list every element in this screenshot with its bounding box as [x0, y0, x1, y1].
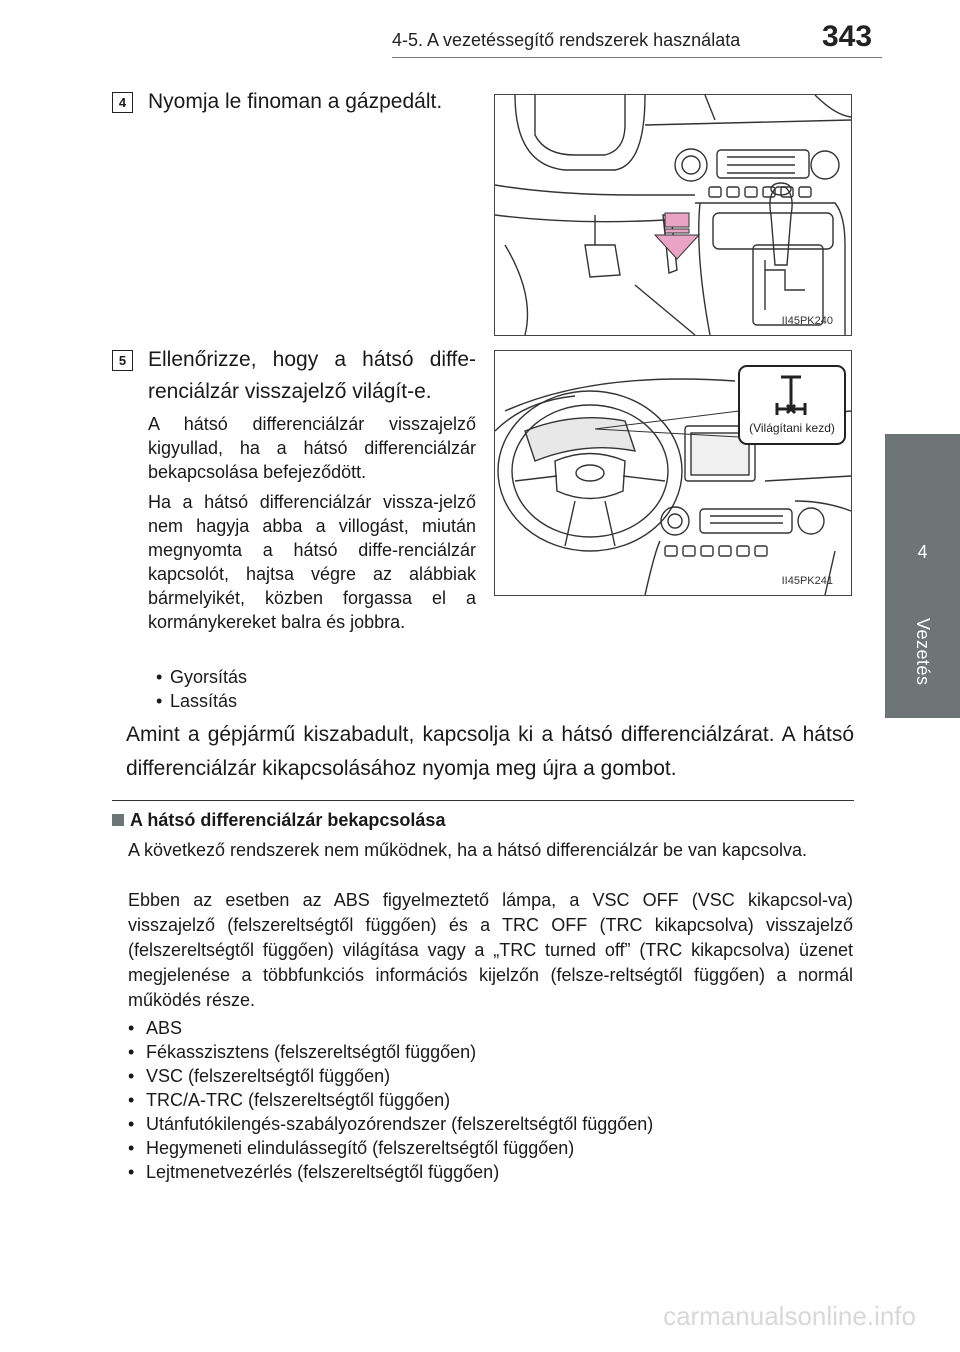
disabled-systems-list [128, 1016, 653, 1184]
page-header [0, 0, 885, 80]
section-paragraph-2: Ebben az esetben az ABS figyelmeztető lámpa, a VSC OFF (VSC kikapcsol-va) visszajelző (felszereltségtől függően) és a TRC OFF (TRC kikapcsolva) visszajelző (felszereltségtől függően) világítása vagy a „TRC turned off” (TRC kikapcsolva) üzenet megjelenése a többfunkciós információs kijelzőn (felsze-reltségtől függően) a normál működés része. [128, 890, 853, 1010]
list-item: • Lassítás [156, 689, 247, 713]
section-square-icon [112, 814, 124, 826]
release-instruction: Amint a gépjármű kiszabadult, kapcsolja ki a hátsó differenciálzárat. A hátsó differenciálzár kikapcsolásához nyomja meg újra a gombot. [126, 723, 854, 780]
callout-label: (Világítani kezd) [749, 421, 835, 435]
section-divider [112, 800, 854, 801]
list-item: • Lejtmenetvezérlés (felszereltségtől függően) [128, 1160, 653, 1184]
step-5-text: Ellenőrizze, hogy a hátsó diffe-renciálzár visszajelző világít-e. [148, 348, 476, 403]
step-4-number: 4 [112, 92, 133, 113]
list-item: • Gyorsítás [156, 665, 247, 689]
watermark: carmanualsonline.info [663, 1301, 916, 1331]
chapter-label: Vezetés [913, 618, 933, 686]
list-item: • ABS [128, 1016, 653, 1040]
section-paragraph-1: A következő rendszerek nem működnek, ha a hátsó differenciálzár be van kapcsolva. [128, 840, 808, 860]
figure-code: II45PK241 [781, 575, 833, 587]
list-item: • Utánfutókilengés-szabályozórendszer (felszereltségtől függően) [128, 1112, 653, 1136]
list-item: • VSC (felszereltségtől függően) [128, 1064, 653, 1088]
chapter-number: 4 [917, 542, 928, 562]
step-5-number: 5 [112, 350, 133, 371]
header-divider [392, 57, 882, 58]
page-number: 343 [822, 20, 873, 53]
list-item: • Hegymeneti elindulássegítő (felszereltségtől függően) [128, 1136, 653, 1160]
dashboard-pedal-illustration [495, 95, 851, 335]
figure-code: II45PK240 [781, 315, 833, 327]
step-5-bullet-list [156, 665, 247, 713]
figure-gas-pedal [494, 94, 852, 336]
step-4-text: Nyomja le finoman a gázpedált. [148, 90, 443, 113]
step-5-desc-2: Ha a hátsó differenciálzár vissza-jelző nem hagyja abba a villogást, miután megnyomta a hátsó diffe-renciálzár kapcsolót, hajtsa végre az alábbiak bármelyikét, közben forgassa el a kormánykereket balra és jobbra. [148, 492, 476, 632]
section-heading-text: A hátsó differenciálzár bekapcsolása [130, 810, 446, 830]
figure-indicator-light [494, 350, 852, 596]
dashboard-indicator-illustration [495, 351, 851, 595]
list-item: • Fékasszisztens (felszereltségtől függően) [128, 1040, 653, 1064]
list-item: • TRC/A-TRC (felszereltségtől függően) [128, 1088, 653, 1112]
section-heading [112, 810, 445, 831]
chapter-side-tab [885, 434, 960, 718]
chapter-title: 4-5. A vezetéssegítő rendszerek használata [392, 30, 741, 50]
step-5-desc-1: A hátsó differenciálzár visszajelző kigyullad, ha a hátsó differenciálzár bekapcsolása befejeződött. [148, 414, 476, 482]
